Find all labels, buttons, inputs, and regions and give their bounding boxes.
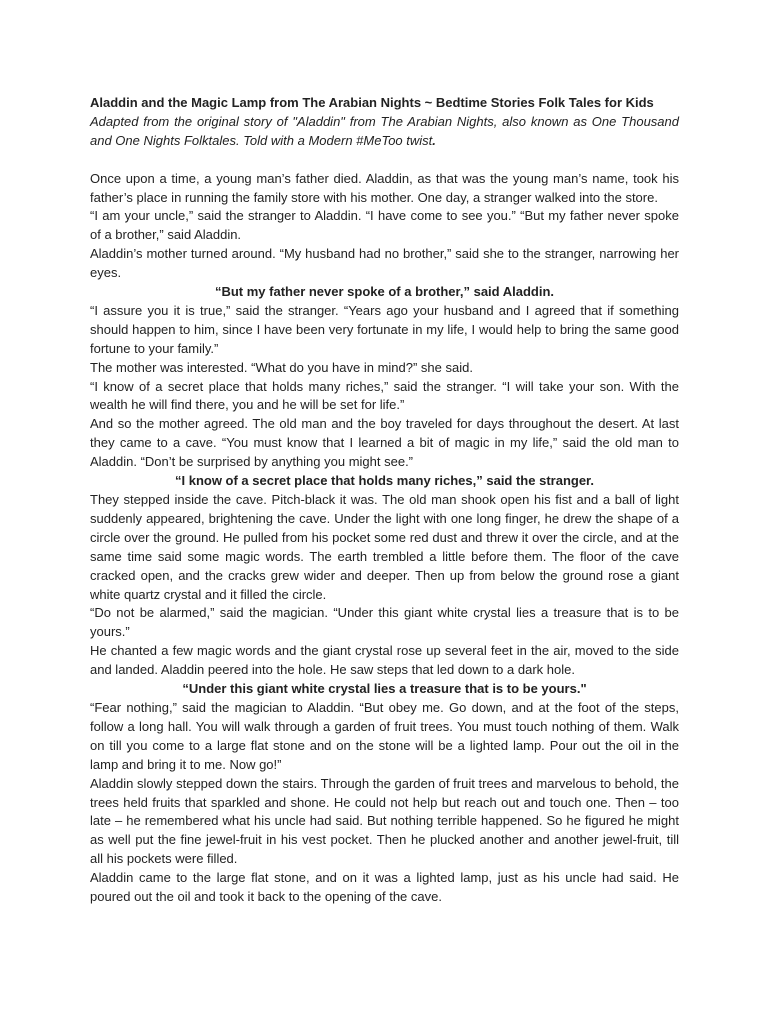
story-paragraph: The mother was interested. “What do you have in mind?” she said. <box>90 359 473 375</box>
story-paragraph: He chanted a few magic words and the giant crystal rose up several feet in the air, moved to the side and landed. Aladdin peered into the hole. He saw steps that led down to a dark hole. <box>90 643 679 678</box>
story-paragraph: Aladdin’s mother turned around. “My husband had no brother,” said she to the stranger, narrowing her eyes. <box>90 246 679 281</box>
pull-quote: “But my father never spoke of a brother,” said Aladdin. <box>214 284 555 300</box>
document-title: Aladdin and the Magic Lamp from The Arabian Nights ~ Bedtime Stories Folk Tales for Kids <box>90 95 654 110</box>
story-paragraph: Aladdin came to the large flat stone, and on it was a lighted lamp, just as his uncle had said. He poured out the oil and took it back to the opening of the cave. <box>90 870 679 905</box>
blank-line <box>90 151 679 170</box>
document-page <box>90 94 679 907</box>
story-paragraph: And so the mother agreed. The old man and the boy traveled for days throughout the desert. At last they came to a cave. “You must know that I learned a bit of magic in my life,” said the old man to Aladdin. “Don’t be surprised by anything you might see.” <box>90 416 679 470</box>
document-subtitle <box>90 113 679 151</box>
pull-quote: “Under this giant white crystal lies a treasure that is to be yours." <box>182 681 587 697</box>
subtitle-text: Adapted from the original story of "Aladdin" from The Arabian Nights, also known as One Thousand and One Nights Folktales. Told with a Modern #MeToo twist <box>90 113 679 148</box>
story-paragraph: They stepped inside the cave. Pitch-black it was. The old man shook open his fist and a ball of light suddenly appeared, brightening the cave. Under the light with one long finger, he drew the shape of a circle over the ground. He pulled from his pocket some red dust and threw it over the circle, and at the same time said some magic words. The earth trembled a little before them. The floor of the cave cracked open, and the cracks grew wider and deeper. Then up from below the ground rose a giant white quartz crystal and it filled the circle. <box>90 492 679 602</box>
story-paragraph: Once upon a time, a young man’s father died. Aladdin, as that was the young man’s name, took his father’s place in running the family store with his mother. One day, a stranger walked into the store. <box>90 170 679 205</box>
story-paragraph: “I assure you it is true,” said the stranger. “Years ago your husband and I agreed that if something should happen to him, since I have been very fortunate in my life, I would help to bring the same good fortune to your family.” <box>90 302 679 356</box>
story-paragraph: “Do not be alarmed,” said the magician. “Under this giant white crystal lies a treasure that is to be yours.” <box>90 605 679 640</box>
story-paragraph: “I know of a secret place that holds many riches,” said the stranger. “I will take your son. With the wealth he will find there, you and he will be set for life.” <box>90 378 679 413</box>
story-paragraph: “Fear nothing,” said the magician to Aladdin. “But obey me. Go down, and at the foot of the steps, follow a long hall. You will walk through a garden of fruit trees. You must touch nothing of them. Walk on till you come to a large flat stone and on the stone will be a lighted lamp. Pour out the oil in the lamp and bring it to me. Now go!” <box>90 699 679 772</box>
story-paragraph: Aladdin slowly stepped down the stairs. Through the garden of fruit trees and marvelous to behold, the trees held fruits that sparkled and shone. He could not help but reach out and touch one. Then – too late – he remembered what his uncle had said. But nothing terrible happened. So he figured he might as well put the fine jewel-fruit in his vest pocket. Then he plucked another and another jewel-fruit, till all his pockets were filled. <box>90 775 679 867</box>
pull-quote: “I know of a secret place that holds many riches,” said the stranger. <box>174 473 595 489</box>
subtitle-end: . <box>432 132 436 148</box>
story-paragraph: “I am your uncle,” said the stranger to Aladdin. “I have come to see you.” “But my father never spoke of a brother,” said Aladdin. <box>90 208 679 243</box>
